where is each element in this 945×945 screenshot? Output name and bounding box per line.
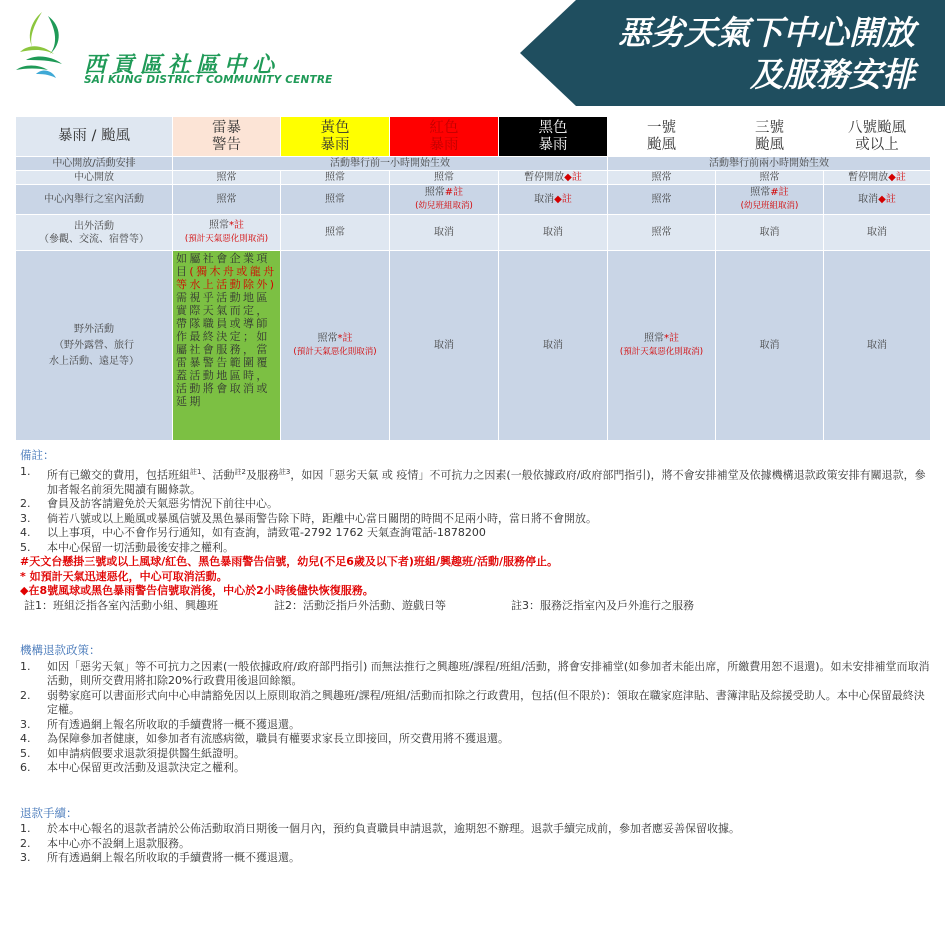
table-header-row xyxy=(16,117,931,157)
policy-item: 5. 如申請病假要求退款須提供醫生紙證明。 xyxy=(20,746,245,760)
cell: 照常 xyxy=(608,215,716,251)
cell: 取消 xyxy=(390,215,499,251)
header-typhoon-8: 八號颱風 或以上 xyxy=(824,117,931,157)
cell: 照常#註 (幼兒班組取消) xyxy=(390,185,499,215)
policy-item: 1. 如因「惡劣天氣」等不可抗力之因素(一般依據政府/政府部門指引) 而無法推行之興趣班/課程/班組/活動，將會安排補堂(如參加者未能出席，所繳費用恕不退還)。如未安排補堂而取消活動，則所交費用將扣除20%行政費用後退回餘額。 xyxy=(20,659,930,688)
page-title-line1: 惡劣天氣下中心開放 xyxy=(618,13,915,52)
table-row-open xyxy=(16,171,931,185)
row-label: 出外活動 （參觀、交流、宿營等） xyxy=(16,215,173,251)
cell: 照常*註 (預計天氣惡化則取消) xyxy=(173,215,281,251)
cell: 取消 xyxy=(824,251,931,441)
row-label: 中心內舉行之室內活動 xyxy=(16,185,173,215)
cell: 取消 xyxy=(824,215,931,251)
header-amber: 雷暴 警告 xyxy=(173,117,281,157)
footnotes xyxy=(20,599,930,614)
cell: 取消◆註 xyxy=(824,185,931,215)
cell: 照常 xyxy=(281,185,390,215)
procedure-item: 3. 所有透過網上報名所收取的手續費將一概不獲退還。 xyxy=(20,851,300,865)
refund-policy-title: 機構退款政策： xyxy=(20,643,101,658)
cell: 取消 xyxy=(499,251,608,441)
cell: 照常 xyxy=(281,215,390,251)
header-red: 紅色 暴雨 xyxy=(390,117,499,157)
refund-procedure-title: 退款手續： xyxy=(20,805,78,820)
logo-chinese-name: 西貢區社區中心 xyxy=(84,53,281,78)
table-row-outdoor xyxy=(16,251,931,441)
table-row-indoor xyxy=(16,185,931,215)
header-yellow: 黃色 暴雨 xyxy=(281,117,390,157)
cell: 照常*註 (預計天氣惡化則取消) xyxy=(608,251,716,441)
procedure-item: 2. 本中心亦不設網上退款服務。 xyxy=(20,836,190,850)
header-black: 黑色 暴雨 xyxy=(499,117,608,157)
table-row-outside xyxy=(16,215,931,251)
row-label: 中心開放 xyxy=(16,171,173,185)
cell: 取消 xyxy=(716,251,824,441)
centre-logo xyxy=(12,8,333,88)
rain-effective-cell: 活動舉行前一小時開始生效 xyxy=(173,157,608,171)
note-item: 4. 以上事項，中心不會作另行通知，如有查詢，請致電-2792 1762 天氣查詢電話-1878200 xyxy=(20,526,486,540)
arrangement-table xyxy=(15,116,931,441)
note-item: 5. 本中心保留一切活動最後安排之權利。 xyxy=(20,540,234,554)
cell: 取消◆註 xyxy=(499,185,608,215)
red-note-2: * 如預計天氣迅速惡化，中心可取消活動。 xyxy=(20,569,228,583)
cell: 取消 xyxy=(716,215,824,251)
footnote-1: 註1：班組泛指各室內活動小組、興趣班 xyxy=(24,598,218,612)
cell: 照常 xyxy=(173,185,281,215)
footnote-3: 註3：服務泛指室內及戶外進行之服務 xyxy=(511,598,694,612)
typhoon-effective-cell: 活動舉行前兩小時開始生效 xyxy=(608,157,931,171)
header-typhoon-3: 三號 颱風 xyxy=(716,117,824,157)
row-label: 野外活動 （野外露營、旅行 水上活動、遠足等） xyxy=(16,251,173,441)
logo-emblem-icon xyxy=(12,8,74,88)
cell: 照常#註 (幼兒班組取消) xyxy=(716,185,824,215)
policy-item: 2. 弱勢家庭可以書面形式向中心申請豁免因以上原則取消之興趣班/課程/班組/活動而扣除之行政費用，包括(但不限於)：領取在職家庭津貼、書簿津貼及綜援受助人。本中心保留最終決定權。 xyxy=(20,688,925,717)
title-banner xyxy=(520,0,945,106)
page-title-line2: 及服務安排 xyxy=(750,55,915,94)
cell: 暫停開放◆註 xyxy=(499,171,608,185)
notes-section xyxy=(20,448,930,866)
footnote-2: 註2：活動泛指戶外活動、遊戲日等 xyxy=(274,598,446,612)
cell: 取消 xyxy=(390,251,499,441)
cell: 暫停開放◆註 xyxy=(824,171,931,185)
cell: 照常*註 (預計天氣惡化則取消) xyxy=(281,251,390,441)
cell: 照常 xyxy=(716,171,824,185)
policy-item: 6. 本中心保留更改活動及退款決定之權利。 xyxy=(20,761,245,775)
cell: 照常 xyxy=(281,171,390,185)
policy-item: 3. 所有透過網上報名所收取的手續費將一概不獲退還。 xyxy=(20,717,300,731)
header-typhoon-1: 一號 颱風 xyxy=(608,117,716,157)
header-col0: 暴雨 / 颱風 xyxy=(16,117,173,157)
note-item: 3. 倘若八號或以上颱風或暴風信號及黑色暴雨警告除下時，距離中心當日關閉的時間不足兩小時，當日將不會開放。 xyxy=(20,511,597,525)
note-item: 1. 所有已繳交的費用，包括班組$^{註1}$、活動$^{註2}$及服務$^{註3}$，如因「惡劣天氣 或 疫情」不可抗力之因素(一般依據政府/政府部門指引)，將不會安排補堂及依據機構退款政策安排有關退款，參加者報名前須先閱讀有關條款。 xyxy=(20,464,926,496)
row-label: 中心開放/活動安排 xyxy=(16,157,173,171)
table-row-effective xyxy=(16,157,931,171)
red-note-1: #天文台懸掛三號或以上風球/紅色、黑色暴雨警告信號，幼兒(不足6歲及以下者)班組/興趣班/活動/服務停止。 xyxy=(20,555,558,569)
cell: 照常 xyxy=(173,171,281,185)
outdoor-amber-cell: 如屬社會企業項目(獨木舟或龍舟等水上活動除外)需視乎活動地區實際天氣而定，帶隊職員或導師作最終決定；如屬社會服務，當雷暴警告範圍覆蓋活動地區時，活動將會取消或延期 xyxy=(173,251,281,441)
red-note-3: ◆在8號風球或黑色暴雨警告信號取消後，中心於2小時後儘快恢復服務。 xyxy=(20,584,374,598)
cell: 照常 xyxy=(390,171,499,185)
note-item: 2. 會員及訪客請避免於天氣惡劣情況下前往中心。 xyxy=(20,497,278,511)
policy-item: 4. 為保障參加者健康，如參加者有流感病徵，職員有權要求家長立即接回，所交費用將不獲退還。 xyxy=(20,732,509,746)
logo-english-name: SAI KUNG DISTRICT COMMUNITY CENTRE xyxy=(84,74,333,86)
cell: 照常 xyxy=(608,171,716,185)
notes-title: 備註： xyxy=(20,448,55,462)
cell: 照常 xyxy=(608,185,716,215)
page-title xyxy=(618,12,915,96)
cell: 取消 xyxy=(499,215,608,251)
procedure-item: 1. 於本中心報名的退款者請於公佈活動取消日期後一個月內，預約負責職員申請退款，逾期恕不辦理。退款手續完成前，參加者應妥善保留收據。 xyxy=(20,822,740,836)
